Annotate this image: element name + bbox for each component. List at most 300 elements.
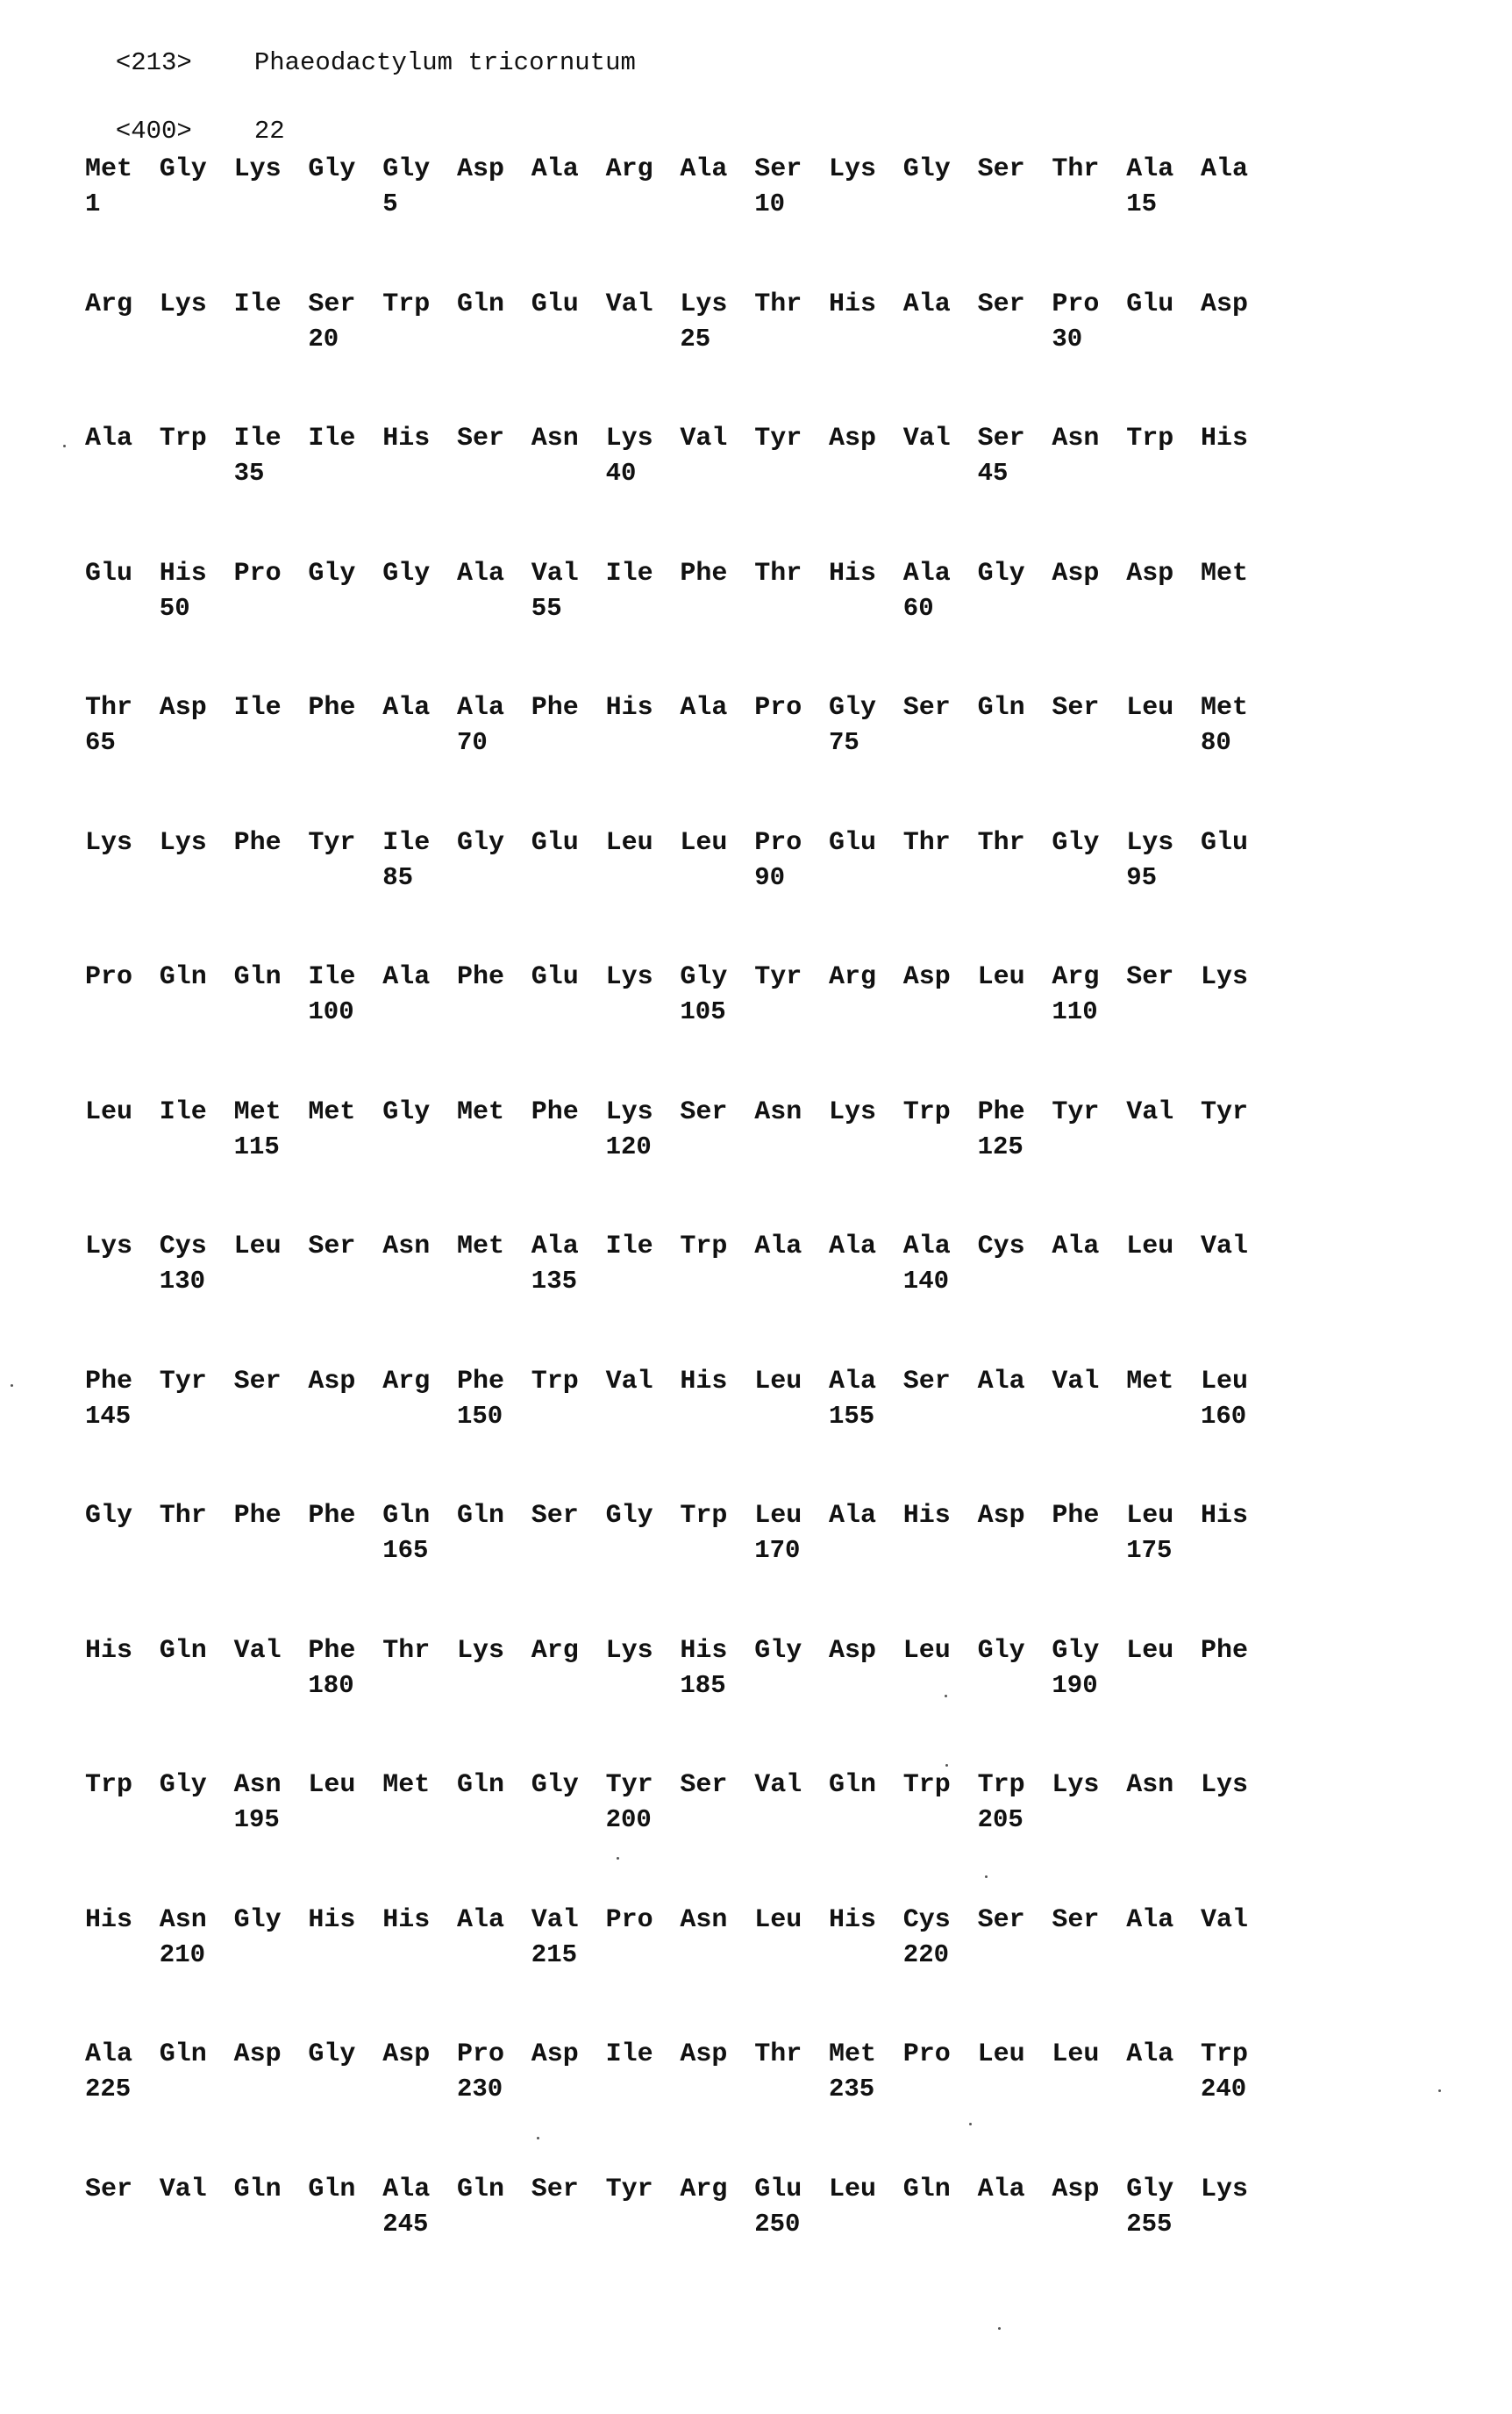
residue: Pro (754, 827, 802, 858)
residue: Ser (977, 154, 1025, 184)
residue: Glu (1201, 827, 1249, 858)
residue: Trp (680, 1232, 728, 1261)
residue: Lys (159, 827, 207, 858)
residue: Val (233, 1635, 282, 1666)
sequence-row (85, 289, 1313, 368)
residue: Met (1126, 1366, 1174, 1396)
organism-name: Phaeodactylum tricornutum (253, 48, 636, 77)
residue: Phe (977, 1096, 1025, 1127)
residue: His (829, 1904, 877, 1935)
organism-line (85, 19, 636, 77)
residue: Ser (531, 1501, 579, 1531)
sequence-row (85, 559, 1313, 638)
residue: Gly (85, 1501, 133, 1531)
residue: Arg (605, 154, 653, 184)
residue: Asn (233, 1770, 282, 1800)
residue: Asn (382, 1232, 431, 1261)
residue: His (605, 693, 653, 723)
residue: Tyr (1052, 1096, 1100, 1127)
residue: Ser (754, 154, 802, 184)
residue: His (382, 1904, 431, 1935)
residue: Met (1201, 558, 1249, 589)
residue: Pro (605, 1904, 653, 1935)
sequence-row (85, 2175, 1313, 2253)
position-number: 5 (382, 189, 398, 218)
residue: Arg (680, 2174, 728, 2204)
residue: Glu (531, 289, 579, 319)
residue: Ser (1052, 693, 1100, 723)
residue: Ser (902, 1366, 951, 1396)
residue: Phe (531, 693, 579, 723)
residue: Asp (382, 2039, 431, 2069)
residue: Glu (1126, 289, 1174, 319)
position-number: 200 (605, 1805, 652, 1834)
position-number: 220 (902, 1939, 950, 1969)
residue: Val (1052, 1366, 1100, 1396)
residue: Gly (233, 1904, 282, 1935)
residue: Phe (233, 827, 282, 858)
residue: Leu (829, 2174, 877, 2204)
residue: Tyr (308, 827, 356, 858)
residue: Pro (902, 2039, 951, 2069)
residue: Phe (308, 1635, 356, 1666)
residue: Asp (1126, 558, 1174, 589)
residue: Cys (977, 1232, 1025, 1261)
residue: Gly (531, 1770, 579, 1800)
residue: Asp (1052, 558, 1100, 589)
residue: His (829, 289, 877, 319)
residue: Ser (977, 289, 1025, 319)
sequence-row (85, 828, 1313, 907)
residue: Ser (531, 2174, 579, 2204)
position-number: 205 (977, 1805, 1023, 1834)
residue: Ala (829, 1232, 877, 1261)
residue: Ala (85, 424, 133, 454)
position-number: 110 (1052, 997, 1098, 1026)
residue: Met (457, 1096, 505, 1127)
residue: Met (457, 1232, 505, 1261)
residue: Arg (531, 1635, 579, 1666)
residue: Ala (1126, 154, 1174, 184)
position-number: 60 (902, 593, 934, 623)
residue: Ser (977, 1904, 1025, 1935)
residue: Leu (1126, 1232, 1174, 1261)
residue: Gly (308, 2039, 356, 2069)
residue: Gly (754, 1635, 802, 1666)
residue: Lys (1126, 827, 1174, 858)
residue: Met (308, 1096, 356, 1127)
residue: Ala (680, 693, 728, 723)
residue: Gln (902, 2174, 951, 2204)
position-number: 235 (829, 2075, 875, 2103)
residue: Lys (1201, 962, 1249, 992)
residue: Gly (457, 827, 505, 858)
position-number: 1 (85, 189, 101, 218)
residue: Lys (159, 289, 207, 319)
residue: His (1201, 424, 1249, 454)
sequence-id: 22 (253, 117, 285, 146)
position-number: 210 (159, 1939, 206, 1969)
position-number: 35 (233, 459, 265, 488)
residue: Ala (531, 154, 579, 184)
residue: Tyr (1201, 1096, 1249, 1127)
position-number: 75 (829, 728, 859, 757)
residue: Leu (977, 2039, 1025, 2069)
residue: Asp (977, 1501, 1025, 1531)
position-number: 240 (1201, 2075, 1247, 2103)
organism-tag: <213> (115, 48, 192, 77)
residue: Leu (1052, 2039, 1100, 2069)
position-number: 120 (605, 1132, 652, 1161)
residue: Ser (977, 424, 1025, 454)
residue: Asn (1052, 424, 1100, 454)
residue: Trp (902, 1770, 951, 1800)
residue: Pro (1052, 289, 1100, 319)
residue: Ile (159, 1096, 207, 1127)
residue: Gln (457, 1501, 505, 1531)
residue: Lys (605, 1635, 653, 1666)
scan-speck (945, 1695, 947, 1697)
scan-speck (537, 2137, 539, 2139)
position-number: 40 (605, 459, 637, 488)
position-number: 25 (680, 324, 711, 354)
residue: Gln (977, 693, 1025, 723)
position-number: 245 (382, 2209, 429, 2239)
residue: Leu (1126, 1635, 1174, 1666)
residue: Ser (457, 424, 505, 454)
sequence-row (85, 1770, 1313, 1849)
position-number: 70 (457, 728, 488, 757)
residue: Lys (457, 1635, 505, 1666)
sequence-row (85, 1367, 1313, 1446)
position-number: 125 (977, 1132, 1023, 1161)
residue: Ser (680, 1096, 728, 1127)
residue: Leu (754, 1366, 802, 1396)
residue: Asp (1201, 289, 1249, 319)
residue: Lys (829, 1096, 877, 1127)
residue: Met (85, 154, 133, 184)
residue: His (85, 1635, 133, 1666)
residue: Asp (829, 424, 877, 454)
residue: Thr (1052, 154, 1100, 184)
residue: Phe (308, 1501, 356, 1531)
residue: Met (1201, 693, 1249, 723)
residue: Asn (1126, 1770, 1174, 1800)
position-number: 180 (308, 1670, 354, 1700)
position-number: 160 (1201, 1401, 1247, 1431)
scan-speck (945, 1764, 948, 1767)
residue: Leu (680, 827, 728, 858)
residue: Thr (159, 1501, 207, 1531)
residue: His (1201, 1501, 1249, 1531)
residue: Leu (308, 1770, 356, 1800)
residue: Thr (754, 2039, 802, 2069)
residue: Ala (85, 2039, 133, 2069)
position-number: 145 (85, 1401, 132, 1431)
residue: Ala (680, 154, 728, 184)
residue: Ser (1126, 962, 1174, 992)
residue: Ala (902, 289, 951, 319)
residue: Lys (680, 289, 728, 319)
position-number: 85 (382, 862, 413, 892)
residue: Trp (382, 289, 431, 319)
residue: Lys (605, 1096, 653, 1127)
residue: Val (531, 558, 579, 589)
residue: His (680, 1635, 728, 1666)
residue: Asp (902, 962, 951, 992)
residue: Pro (457, 2039, 505, 2069)
residue: Ile (233, 693, 282, 723)
position-number: 250 (754, 2209, 801, 2239)
position-number: 65 (85, 728, 116, 757)
residue: Asn (159, 1904, 207, 1935)
residue: Ser (85, 2174, 133, 2204)
sequence-row (85, 424, 1313, 503)
residue: Ala (829, 1366, 877, 1396)
residue: Trp (1201, 2039, 1249, 2069)
residue: Val (680, 424, 728, 454)
position-number: 20 (308, 324, 339, 354)
residue: Leu (754, 1904, 802, 1935)
residue: Gly (1052, 827, 1100, 858)
sequence-id-line (85, 88, 285, 146)
residue: Ser (308, 289, 356, 319)
residue: Leu (754, 1501, 802, 1531)
residue: Ile (308, 424, 356, 454)
residue: Gly (308, 154, 356, 184)
residue: Gly (382, 558, 431, 589)
residue: Lys (1201, 2174, 1249, 2204)
residue: Leu (605, 827, 653, 858)
residue: Gln (457, 1770, 505, 1800)
residue: Ala (977, 1366, 1025, 1396)
residue: Thr (754, 289, 802, 319)
residue: Glu (531, 962, 579, 992)
residue: His (308, 1904, 356, 1935)
sequence-row (85, 1232, 1313, 1311)
position-number: 50 (159, 593, 190, 623)
residue: Met (233, 1096, 282, 1127)
residue: His (85, 1904, 133, 1935)
residue: Met (829, 2039, 877, 2069)
residue: Phe (1201, 1635, 1249, 1666)
residue: Leu (1126, 1501, 1174, 1531)
residue: Gln (308, 2174, 356, 2204)
scan-speck (969, 2123, 972, 2125)
residue: Lys (233, 154, 282, 184)
position-number: 190 (1052, 1670, 1098, 1700)
residue: Ala (1126, 2039, 1174, 2069)
residue: Trp (1126, 424, 1174, 454)
residue: Met (382, 1770, 431, 1800)
scan-speck (63, 445, 66, 447)
residue: Gly (159, 1770, 207, 1800)
residue: Ile (382, 827, 431, 858)
residue: Lys (85, 1232, 133, 1261)
residue: Trp (85, 1770, 133, 1800)
residue: Phe (85, 1366, 133, 1396)
residue: Val (1201, 1232, 1249, 1261)
sequence-row (85, 1097, 1313, 1176)
residue: Ala (1126, 1904, 1174, 1935)
residue: Lys (605, 962, 653, 992)
residue: Gly (382, 1096, 431, 1127)
residue: Thr (977, 827, 1025, 858)
position-number: 215 (531, 1939, 578, 1969)
residue: Asp (159, 693, 207, 723)
residue: Glu (531, 827, 579, 858)
position-number: 225 (85, 2075, 132, 2103)
residue: Ile (605, 1232, 653, 1261)
residue: Phe (457, 962, 505, 992)
residue: Glu (754, 2174, 802, 2204)
position-number: 255 (1126, 2209, 1173, 2239)
residue: Tyr (605, 2174, 653, 2204)
residue: Gly (680, 962, 728, 992)
residue: Phe (457, 1366, 505, 1396)
residue: Val (754, 1770, 802, 1800)
residue: Glu (829, 827, 877, 858)
residue: Trp (531, 1366, 579, 1396)
residue: Gly (829, 693, 877, 723)
residue: Ser (308, 1232, 356, 1261)
residue: Leu (902, 1635, 951, 1666)
residue: Gln (159, 2039, 207, 2069)
position-number: 55 (531, 593, 562, 623)
residue: Ala (382, 2174, 431, 2204)
residue: Ala (977, 2174, 1025, 2204)
residue: Pro (233, 558, 282, 589)
residue: Thr (382, 1635, 431, 1666)
residue: Ala (1201, 154, 1249, 184)
sequence-row (85, 693, 1313, 772)
residue: Glu (85, 558, 133, 589)
residue: Asp (829, 1635, 877, 1666)
position-number: 165 (382, 1536, 429, 1565)
residue: Thr (754, 558, 802, 589)
residue: Ile (308, 962, 356, 992)
residue: Gly (159, 154, 207, 184)
residue: Trp (902, 1096, 951, 1127)
scan-speck (1438, 2089, 1441, 2092)
residue: Ala (829, 1501, 877, 1531)
residue: Val (1201, 1904, 1249, 1935)
residue: Phe (531, 1096, 579, 1127)
position-number: 105 (680, 997, 726, 1026)
residue: Lys (1201, 1770, 1249, 1800)
sequence-row (85, 2039, 1313, 2118)
residue: Gly (977, 558, 1025, 589)
residue: Trp (159, 424, 207, 454)
residue: His (829, 558, 877, 589)
residue: Cys (159, 1232, 207, 1261)
residue: His (159, 558, 207, 589)
sequence-row (85, 1636, 1313, 1715)
position-number: 150 (457, 1401, 503, 1431)
residue: Asp (1052, 2174, 1100, 2204)
residue: Asn (531, 424, 579, 454)
residue: Ala (1052, 1232, 1100, 1261)
residue: Gly (977, 1635, 1025, 1666)
residue: Phe (1052, 1501, 1100, 1531)
residue: Asp (233, 2039, 282, 2069)
position-number: 45 (977, 459, 1009, 488)
residue: Trp (977, 1770, 1025, 1800)
residue: Val (605, 289, 653, 319)
scan-speck (985, 1875, 988, 1878)
residue: Gln (382, 1501, 431, 1531)
residue: His (382, 424, 431, 454)
residue: Lys (85, 827, 133, 858)
position-number: 175 (1126, 1536, 1173, 1565)
residue: Ala (902, 1232, 951, 1261)
scan-speck (11, 1384, 13, 1387)
residue: Tyr (754, 424, 802, 454)
residue: Ser (1052, 1904, 1100, 1935)
position-number: 130 (159, 1267, 206, 1296)
residue: Thr (902, 827, 951, 858)
residue: Leu (233, 1232, 282, 1261)
residue: Gln (457, 289, 505, 319)
residue: Leu (85, 1096, 133, 1127)
residue: Arg (829, 962, 877, 992)
residue: Phe (308, 693, 356, 723)
position-number: 100 (308, 997, 354, 1026)
residue: His (680, 1366, 728, 1396)
residue: Asp (308, 1366, 356, 1396)
residue: Leu (1126, 693, 1174, 723)
residue: Ala (382, 693, 431, 723)
residue: Ile (605, 558, 653, 589)
residue: Ala (457, 1904, 505, 1935)
residue: Thr (85, 693, 133, 723)
scan-speck (998, 2327, 1001, 2330)
residue: Lys (1052, 1770, 1100, 1800)
position-number: 195 (233, 1805, 280, 1834)
residue: Asp (531, 2039, 579, 2069)
position-number: 80 (1201, 728, 1231, 757)
residue: Ala (902, 558, 951, 589)
residue: Gln (159, 962, 207, 992)
residue: Phe (233, 1501, 282, 1531)
residue: Ile (233, 424, 282, 454)
position-number: 115 (233, 1132, 280, 1161)
residue: Lys (829, 154, 877, 184)
residue: Tyr (605, 1770, 653, 1800)
residue: Gln (233, 2174, 282, 2204)
residue: Gln (829, 1770, 877, 1800)
residue: Ala (531, 1232, 579, 1261)
residue: Arg (85, 289, 133, 319)
residue: Gln (457, 2174, 505, 2204)
position-number: 140 (902, 1267, 950, 1296)
position-number: 90 (754, 862, 785, 892)
residue: Asn (754, 1096, 802, 1127)
residue: Phe (680, 558, 728, 589)
scan-speck (617, 1857, 619, 1860)
residue: Tyr (754, 962, 802, 992)
residue: Val (1126, 1096, 1174, 1127)
residue: Gln (159, 1635, 207, 1666)
residue: Ser (233, 1366, 282, 1396)
residue: Arg (382, 1366, 431, 1396)
sequence-row (85, 962, 1313, 1041)
sequence-row (85, 154, 1313, 233)
residue: Gln (233, 962, 282, 992)
position-number: 10 (754, 189, 785, 218)
residue: Gly (902, 154, 951, 184)
residue: Ala (457, 558, 505, 589)
